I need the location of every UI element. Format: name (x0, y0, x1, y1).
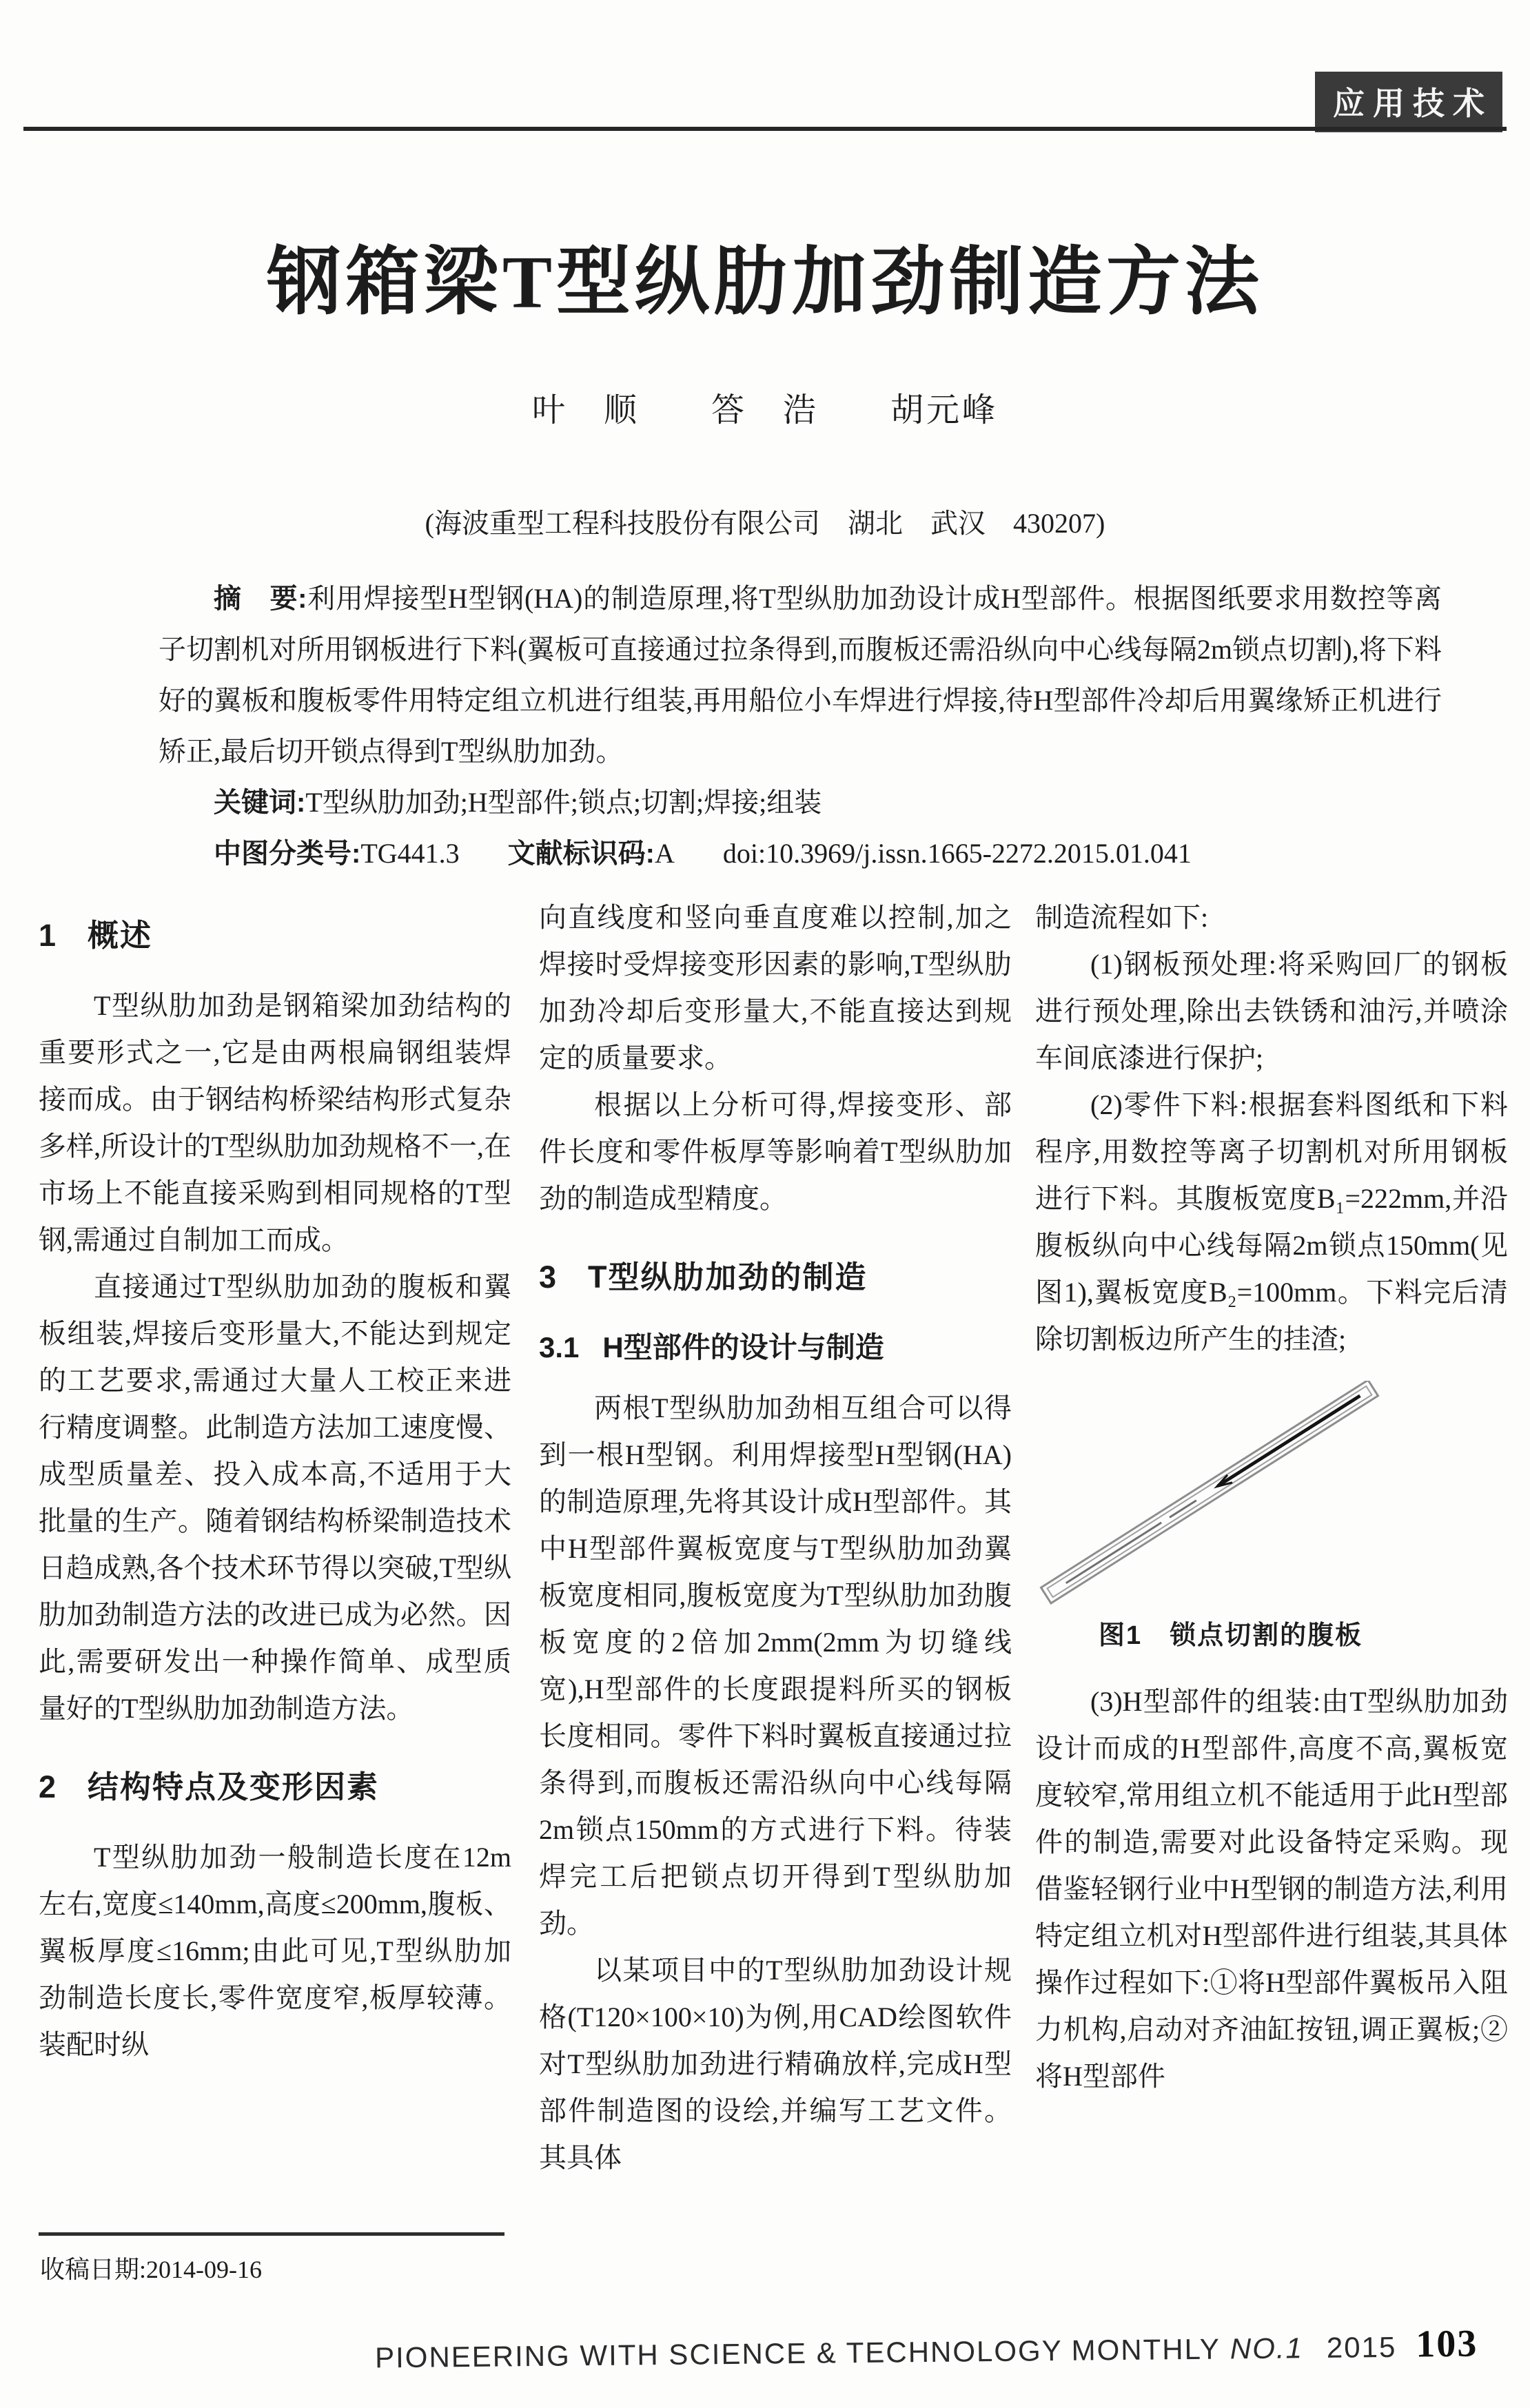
paragraph: T型纵肋加劲是钢箱梁加劲结构的重要形式之一,它是由两根扁钢组装焊接而成。由于钢结构桥梁结构形式复杂多样,所设计的T型纵肋加劲规格不一,在市场上不能直接采购到相同规格的T型钢,需通过自制加工而成。 (39, 990, 511, 1255)
section-2-number: 2 (39, 1769, 58, 1804)
section-3-1-number: 3.1 (539, 1331, 580, 1363)
paragraph: 以某项目中的T型纵肋加劲设计规格(T120×100×10)为例,用CAD绘图软件对T型纵肋加劲进行精确放样,完成H型部件制造图的设绘,并编写工艺文件。其具体 (539, 1955, 1012, 2173)
issue-number: NO.1 (1230, 2332, 1303, 2365)
doi-text: doi:10.3969/j.issn.1665-2272.2015.01.041 (722, 838, 1192, 869)
section-1-heading (39, 912, 511, 959)
section-3-number: 3 (539, 1259, 558, 1295)
abstract-paragraph (159, 573, 1442, 777)
page-number: 103 (1415, 2322, 1478, 2366)
body-column-2 (539, 894, 1012, 2181)
section-1-number: 1 (39, 918, 58, 953)
paragraph: 两根T型纵肋加劲相互组合可以得到一根H型钢。利用焊接型H型钢(HA)的制造原理,先将其设计成H型部件。其中H型部件翼板宽度与T型纵肋加劲翼板宽度相同,腹板宽度为T型纵肋加劲腹板宽度的2倍加2mm(2mm为切缝线宽),H型部件的长度跟提料所买的钢板长度相同。零件下料时翼板直接通过拉条得到,而腹板还需沿纵向中心线每隔2m锁点150mm的方式进行下料。待装焊完工后把锁点切开得到T型纵肋加劲。 (539, 1392, 1012, 1939)
page-title: 钢箱梁T型纵肋加劲制造方法 (266, 242, 1264, 324)
journal-name: PIONEERING WITH SCIENCE & TECHNOLOGY MONTHLY (374, 2332, 1221, 2374)
affiliation-line: (海波重型工程科技股份有限公司 湖北 武汉 430207) (425, 508, 1105, 539)
section-2-title: 结构特点及变形因素 (88, 1769, 380, 1804)
journal-footer (374, 2322, 1478, 2378)
issue-year: 2015 (1326, 2330, 1397, 2364)
header-divider (23, 127, 1507, 131)
section-3-heading (539, 1254, 1012, 1301)
abstract-label: 摘 要: (214, 584, 307, 614)
section-3-1-title: H型部件的设计与制造 (602, 1331, 884, 1363)
section-3-1-heading (539, 1324, 1012, 1371)
classification-line (159, 828, 1442, 879)
body-column-3 (1035, 894, 1508, 2100)
section-2-heading (39, 1764, 511, 1811)
doc-code-value: A (654, 838, 675, 869)
paragraph: 向直线度和竖向垂直度难以控制,加之焊接时受焊接变形因素的影响,T型纵肋加劲冷却后变形量大,不能直接达到规定的质量要求。 (539, 902, 1012, 1073)
keywords-line (159, 777, 1442, 828)
figure1-caption: 图1 锁点切割的腹板 (1099, 1621, 1363, 1650)
keywords-text: T型纵肋加劲;H型部件;锁点;切割;焊接;组装 (305, 787, 822, 818)
section-1-title: 概述 (88, 918, 153, 953)
paragraph: 根据以上分析可得,焊接变形、部件长度和零件板厚等影响着T型纵肋加劲的制造成型精度。 (539, 1089, 1012, 1214)
paragraph: 制造流程如下: (1035, 902, 1209, 933)
paragraph: (1)钢板预处理:将采购回厂的钢板进行预处理,除出去铁锈和油污,并喷涂车间底漆进行保护; (1035, 949, 1508, 1073)
clc-value: TG441.3 (360, 838, 460, 869)
body-column-1 (39, 894, 511, 2068)
clc-label: 中图分类号: (214, 838, 361, 869)
paragraph: T型纵肋加劲一般制造长度在12m左右,宽度≤140mm,高度≤200mm,腹板、翼板厚度≤16mm;由此可见,T型纵肋加劲制造长度长,零件宽度窄,板厚较薄。装配时纵 (39, 1842, 511, 2060)
abstract-block (159, 573, 1442, 879)
section-3-title: T型纵肋加劲的制造 (588, 1259, 868, 1295)
authors-line: 叶 顺 答 浩 胡元峰 (531, 392, 998, 429)
paragraph: (2)零件下料:根据套料图纸和下料程序,用数控等离子切割机对所用钢板进行下料。其腹板宽度B₁=222mm,并沿腹板纵向中心线每隔2m锁点150mm(见图1),翼板宽度B₂=100mm。下料完后清除切割板边所产生的挂渣; (1035, 1089, 1508, 1355)
received-date: 收稿日期:2014-09-16 (40, 2256, 262, 2283)
abstract-text: 利用焊接型H型钢(HA)的制造原理,将T型纵肋加劲设计成H型部件。根据图纸要求用数控等离子切割机对所用钢板进行下料(翼板可直接通过拉条得到,而腹板还需沿纵向中心线每隔2m锁点切割),将下料好的翼板和腹板零件用特定组立机进行组装,再用船位小车焊进行焊接,待H型部件冷却后用翼缘矫正机进行矫正,最后切开锁点得到T型纵肋加劲。 (159, 583, 1442, 767)
figure1-plate-drawing (1035, 1381, 1508, 1608)
keywords-label: 关键词: (214, 788, 306, 818)
doc-code-label: 文献标识码: (507, 838, 655, 869)
paragraph: 直接通过T型纵肋加劲的腹板和翼板组装,焊接后变形量大,不能达到规定的工艺要求,需通过大量人工校正来进行精度调整。此制造方法加工速度慢、成型质量差、投入成本高,不适用于大批量的生产。随着钢结构桥梁制造技术日趋成熟,各个技术环节得以突破,T型纵肋加劲制造方法的改进已成为必然。因此,需要研发出一种操作简单、成型质量好的T型纵肋加劲制造方法。 (39, 1271, 511, 1724)
category-badge: 应用技术 (1315, 72, 1502, 132)
paragraph: (3)H型部件的组装:由T型纵肋加劲设计而成的H型部件,高度不高,翼板宽度较窄,常用组立机不能适用于此H型部件的制造,需要对此设备特定采购。现借鉴轻钢行业中H型钢的制造方法,利用特定组立机对H型部件进行组装,其具体操作过程如下:①将H型部件翼板吊入阻力机构,启动对齐油缸按钮,调正翼板;②将H型部件 (1035, 1686, 1508, 2092)
footnote-divider (39, 2232, 504, 2236)
